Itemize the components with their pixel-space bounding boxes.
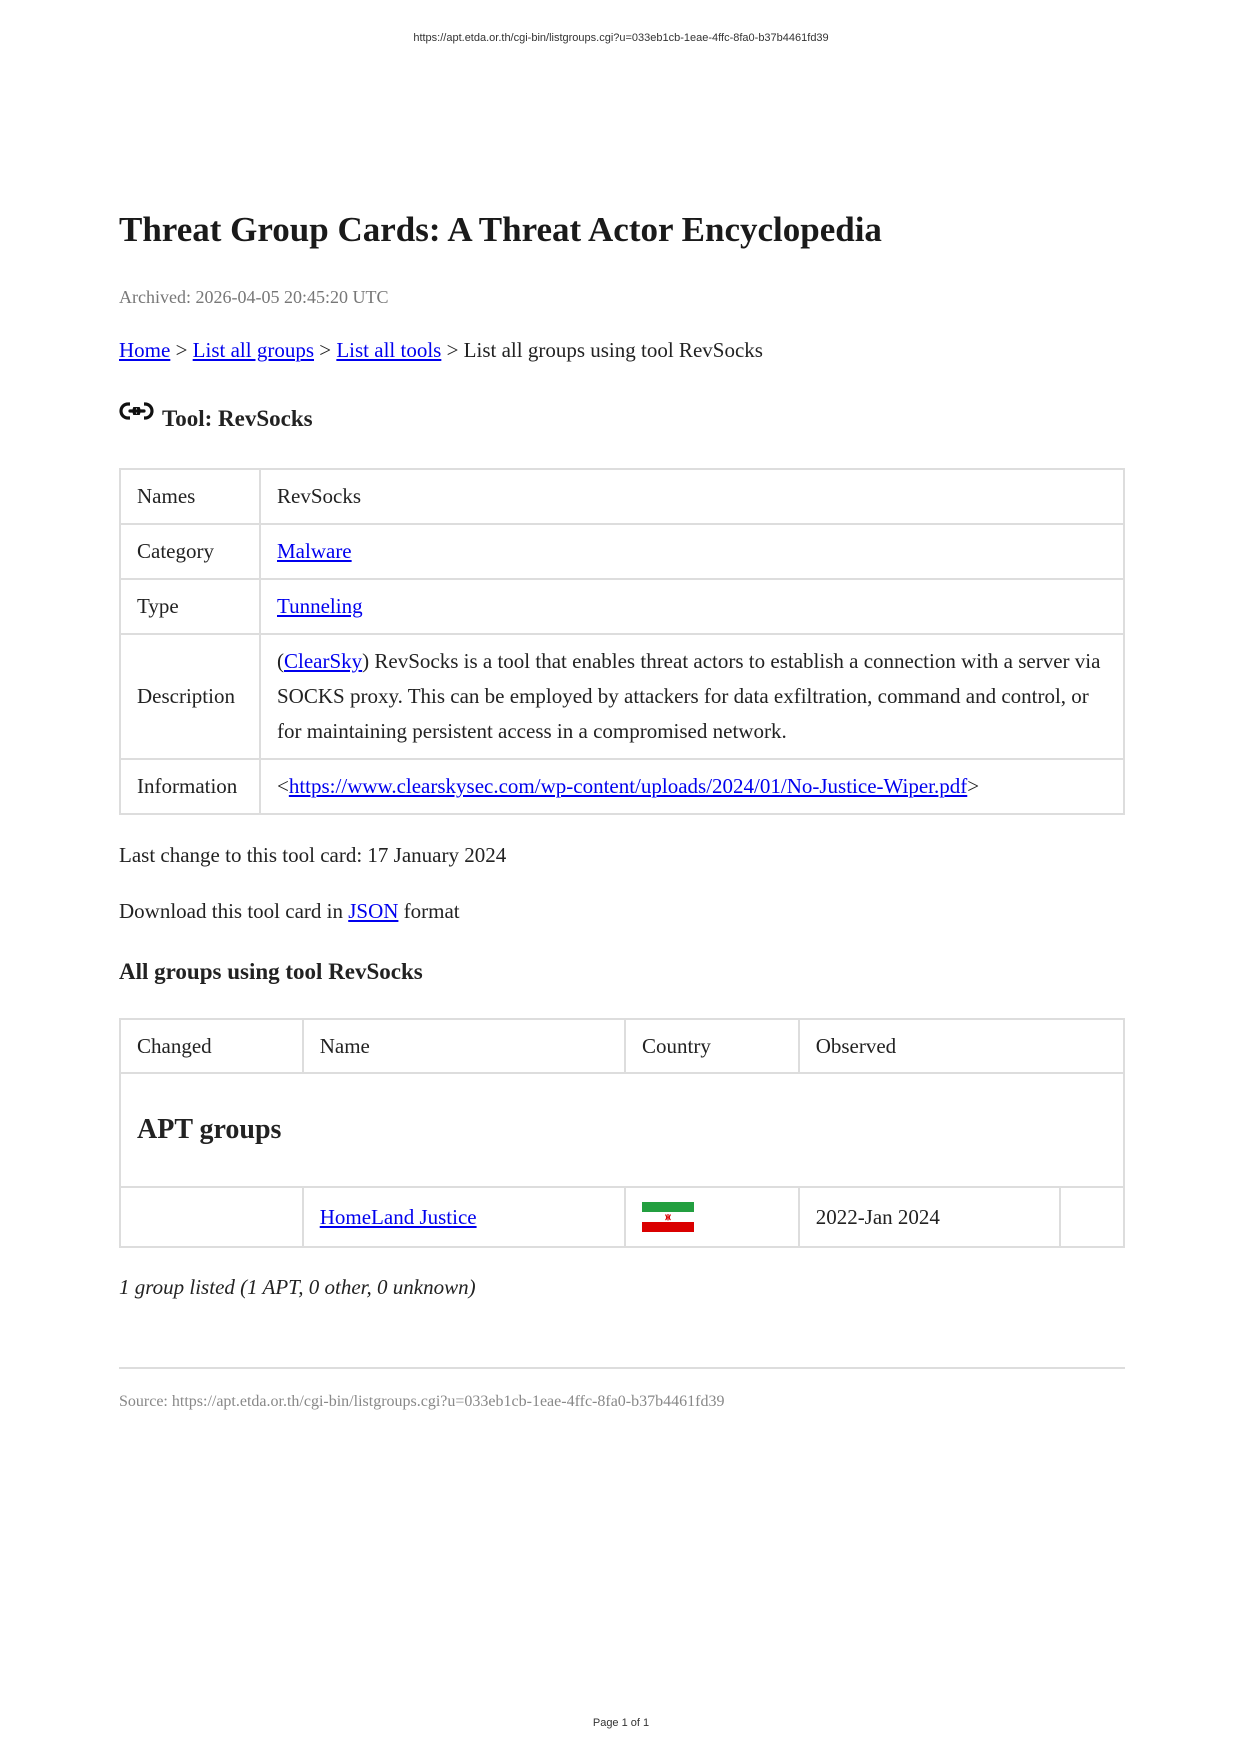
breadcrumb-home-link[interactable]: Home: [119, 338, 171, 362]
tool-info-table: [119, 468, 1125, 815]
source-url: Source: https://apt.etda.or.th/cgi-bin/listgroups.cgi?u=033eb1cb-1eae-4ffc-8fa0-b37b4461fd39: [119, 1393, 725, 1410]
type-cell: [260, 579, 1124, 634]
link-icon: [119, 400, 155, 426]
column-header-changed: Changed: [120, 1019, 303, 1073]
breadcrumb-current: > List all groups using tool RevSocks: [441, 338, 763, 362]
information-link[interactable]: https://www.clearskysec.com/wp-content/uploads/2024/01/No-Justice-Wiper.pdf: [288, 774, 968, 798]
table-row: [120, 469, 1124, 524]
iran-flag-icon: [642, 1202, 694, 1232]
information-label: Information: [120, 759, 260, 814]
description-cell: [260, 634, 1124, 759]
tool-heading-text: Tool: RevSocks: [162, 406, 313, 431]
archived-timestamp: Archived: 2026-04-05 20:45:20 UTC: [119, 287, 389, 307]
table-row: [120, 524, 1124, 579]
last-change-text: Last change to this tool card: 17 January 2024: [119, 843, 507, 867]
names-value: RevSocks: [260, 469, 1124, 524]
group-link-homeland-justice[interactable]: HomeLand Justice: [319, 1204, 477, 1229]
type-label: Type: [120, 579, 260, 634]
page-title: Threat Group Cards: A Threat Actor Encyclopedia: [119, 210, 882, 249]
download-line: [119, 899, 460, 924]
changed-cell: [120, 1187, 303, 1247]
table-row: [120, 759, 1124, 814]
tool-heading: [119, 400, 313, 432]
page-number: Page 1 of 1: [592, 1717, 650, 1729]
breadcrumb: [119, 338, 763, 363]
type-link[interactable]: Tunneling: [277, 594, 363, 618]
breadcrumb-separator: >: [170, 338, 193, 362]
information-cell: [260, 759, 1124, 814]
information-bracket-open: <: [277, 774, 289, 798]
description-paren: (: [277, 649, 284, 673]
category-cell: [260, 524, 1124, 579]
table-header-row: [120, 1019, 1124, 1073]
breadcrumb-separator: >: [314, 338, 337, 362]
information-bracket-close: >: [967, 774, 980, 798]
country-cell: [625, 1187, 799, 1247]
table-row: [120, 579, 1124, 634]
section-title-apt-groups: APT groups: [120, 1073, 1124, 1187]
column-header-observed: Observed: [799, 1019, 1124, 1073]
breadcrumb-tools-link[interactable]: List all tools: [336, 338, 442, 362]
json-download-link[interactable]: JSON: [348, 899, 399, 923]
category-link[interactable]: Malware: [277, 539, 352, 563]
table-row: [120, 1187, 1124, 1247]
groups-summary: 1 group listed (1 APT, 0 other, 0 unknown): [119, 1275, 476, 1299]
download-suffix: format: [398, 899, 460, 923]
section-row: [120, 1073, 1124, 1187]
names-label: Names: [120, 469, 260, 524]
clearsky-source-link[interactable]: ClearSky: [284, 649, 363, 673]
print-header-url: https://apt.etda.or.th/cgi-bin/listgroups.cgi?u=033eb1cb-1eae-4ffc-8fa0-b37b4461fd39: [413, 32, 829, 44]
category-label: Category: [120, 524, 260, 579]
name-cell: [303, 1187, 625, 1247]
description-label: Description: [120, 634, 260, 759]
groups-heading: All groups using tool RevSocks: [119, 959, 423, 984]
download-prefix: Download this tool card in: [119, 899, 349, 923]
column-header-country: Country: [625, 1019, 799, 1073]
table-row: [120, 634, 1124, 759]
divider: [119, 1367, 1125, 1369]
breadcrumb-groups-link[interactable]: List all groups: [192, 338, 314, 362]
column-header-name: Name: [303, 1019, 625, 1073]
groups-table: [119, 1018, 1125, 1248]
observed-cell: 2022-Jan 2024: [799, 1187, 1060, 1247]
description-text: ) RevSocks is a tool that enables threat actors to establish a connection with a server via SOCKS proxy. This can be employed by attackers for data exfiltration, command and control, or for maintaining persistent access in a compromised network.: [277, 649, 1101, 743]
empty-cell: [1060, 1187, 1124, 1247]
